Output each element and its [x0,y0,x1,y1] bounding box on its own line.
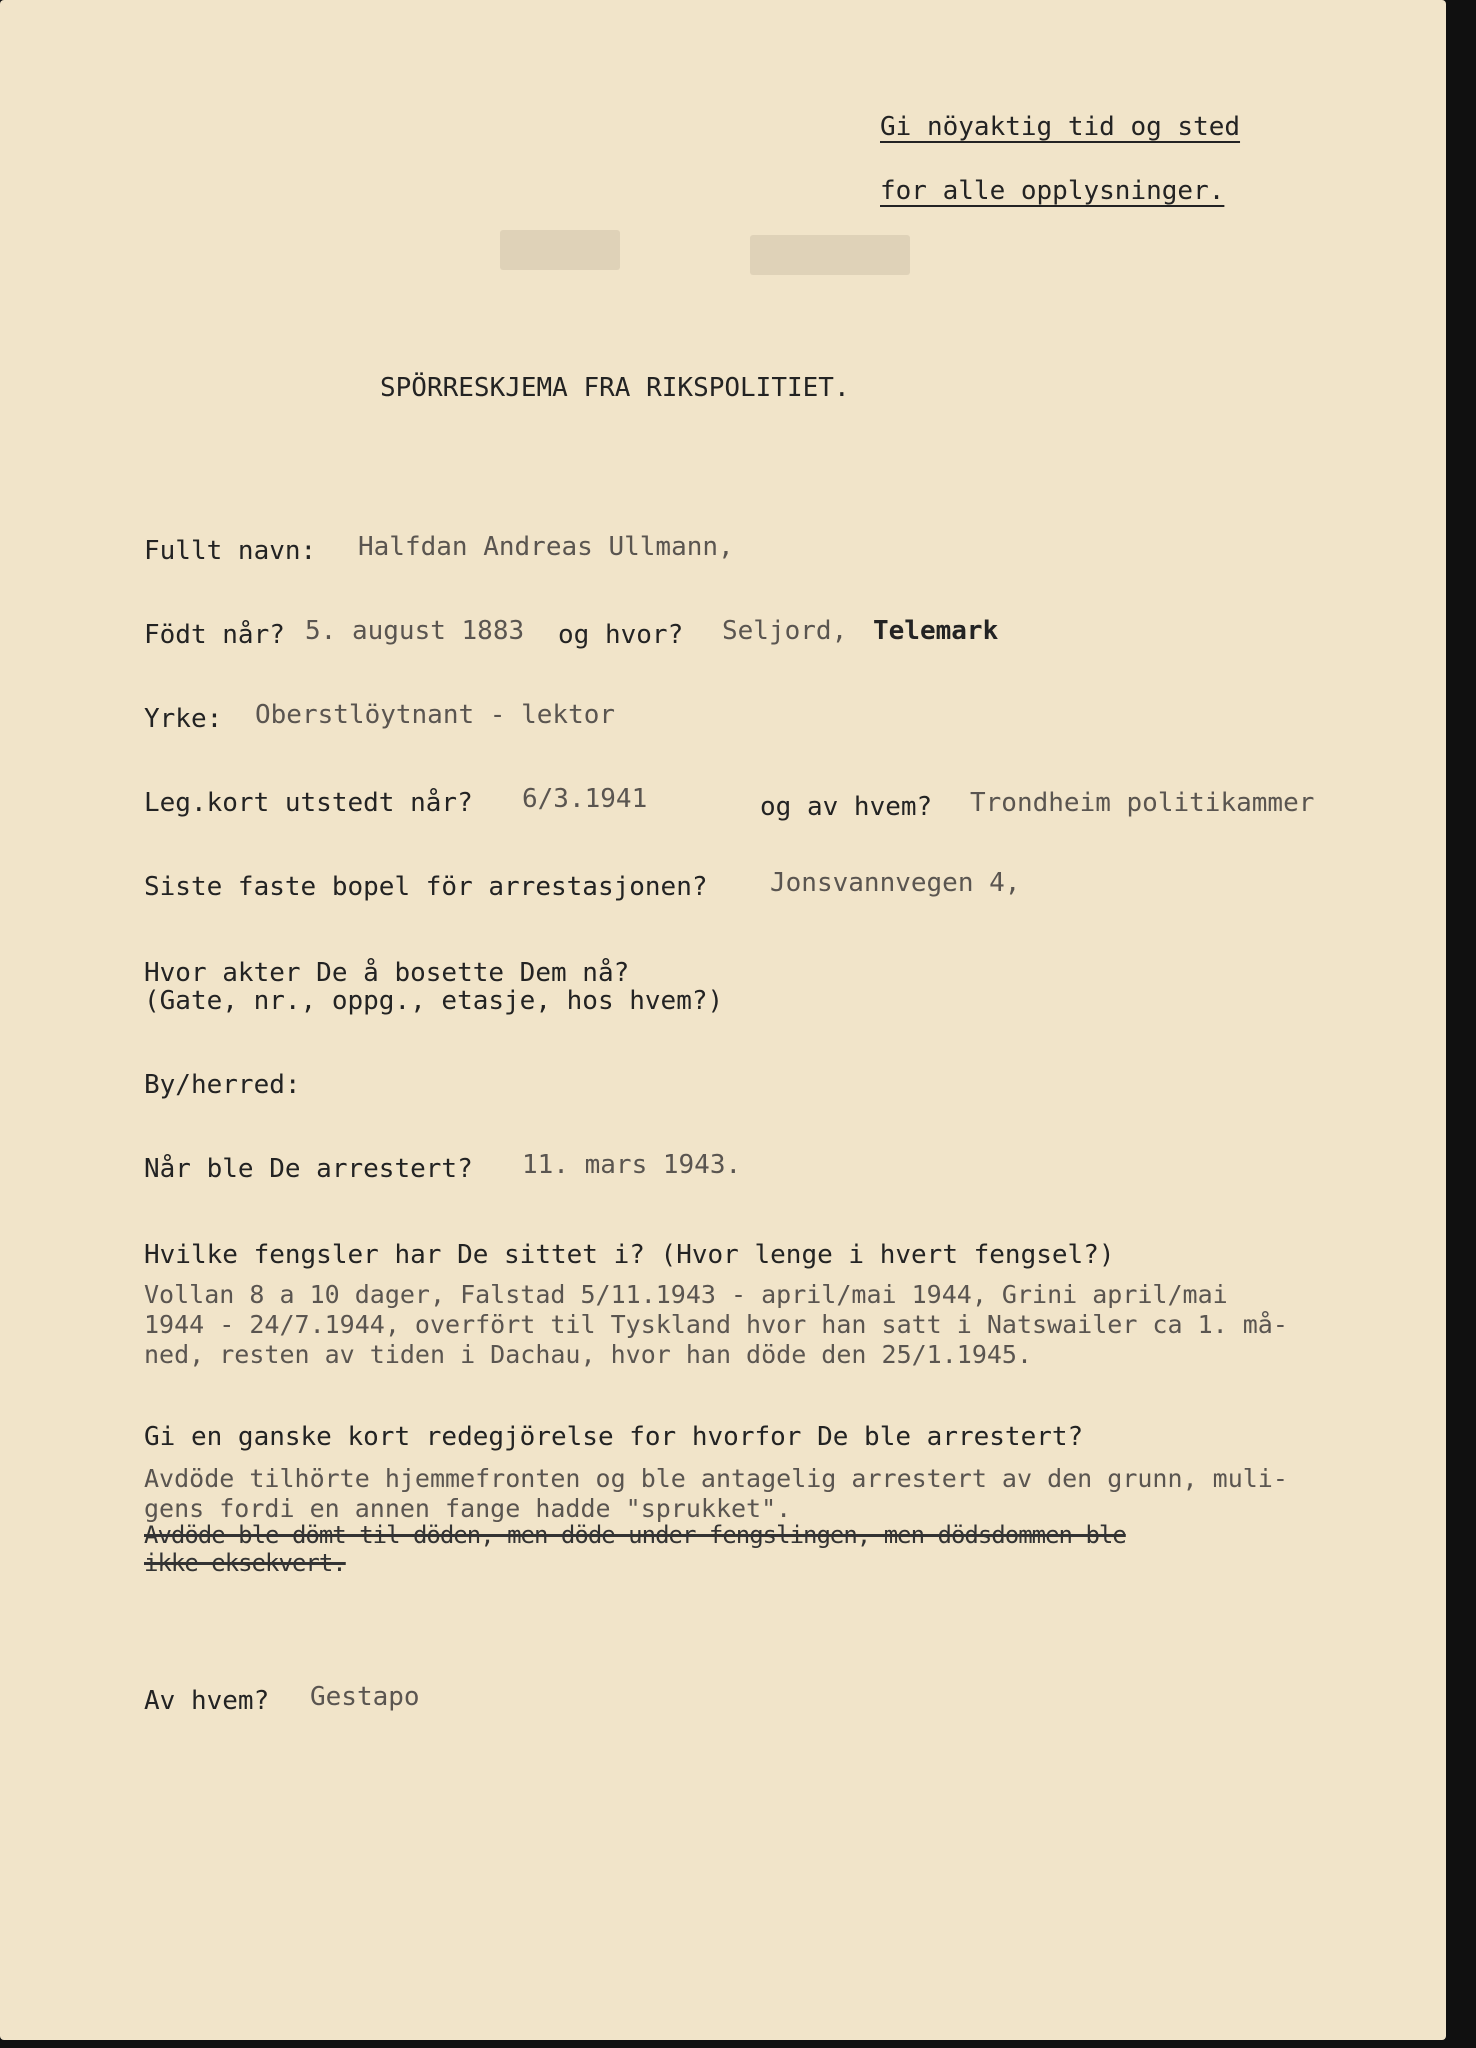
full-name-value: Halfdan Andreas Ullmann, [358,532,734,562]
settle-sublabel: (Gate, nr., oppg., etasje, hos hvem?) [144,986,724,1016]
header-note-line2: for alle opplysninger. [880,176,1225,206]
municipality-label: By/herred: [144,1070,301,1100]
arrested-value: 11. mars 1943. [522,1150,742,1180]
id-card-by: Trondheim politikammer [970,788,1315,818]
prisons-line: 1944 - 24/7.1944, overfört til Tyskland hvor han satt i Natswailer ca 1. må- [144,1310,1288,1339]
prisons-label: Hvilke fengsler har De sittet i? (Hvor lenge i hvert fengsel?) [144,1240,1115,1270]
full-name-label: Fullt navn: [144,536,317,566]
prisons-line: Vollan 8 a 10 dager, Falstad 5/11.1943 - april/mai 1944, Grini april/mai [144,1280,1228,1309]
prisons-line: ned, resten av tiden i Dachau, hvor han döde den 25/1.1945. [144,1340,1033,1369]
reason-line: Avdöde tilhörte hjemmefronten og ble antagelig arrestert av den grunn, muli- [144,1464,1288,1493]
reason-line: gens fordi en annen fange hadde "sprukket". [144,1494,792,1523]
occupation-label: Yrke: [144,704,223,734]
born-date: 5. august 1883 [305,616,525,646]
born-region: Telemark [873,616,999,646]
by-whom-label: Av hvem? [144,1686,270,1716]
reason-label: Gi en ganske kort redegjörelse for hvorfor De ble arrestert? [144,1422,1084,1452]
born-label: Födt når? [144,620,285,650]
id-card-by-label: og av hvem? [760,792,933,822]
stain [500,230,620,270]
stain [750,235,910,275]
settle-label: Hvor akter De å bosette Dem nå? [144,958,630,988]
header-note-line1: Gi nöyaktig tid og sted [880,112,1241,142]
by-whom-value: Gestapo [310,1682,420,1712]
reason-struck-line: ikke eksekvert. [144,1549,346,1577]
arrested-label: Når ble De arrestert? [144,1154,473,1184]
last-residence-value: Jonsvannvegen 4, [770,868,1021,898]
reason-struck-line: Avdöde ble dömt til döden, men döde under fengslingen, men dödsdommen ble [144,1521,1126,1549]
id-card-date: 6/3.1941 [522,784,648,814]
form-title: SPÖRRESKJEMA FRA RIKSPOLITIET. [380,373,850,403]
occupation-value: Oberstlöytnant - lektor [255,700,616,730]
id-card-label: Leg.kort utstedt når? [144,788,473,818]
born-where-label: og hvor? [558,620,684,650]
last-residence-label: Siste faste bopel för arrestasjonen? [144,872,708,902]
born-place: Seljord, [722,616,848,646]
